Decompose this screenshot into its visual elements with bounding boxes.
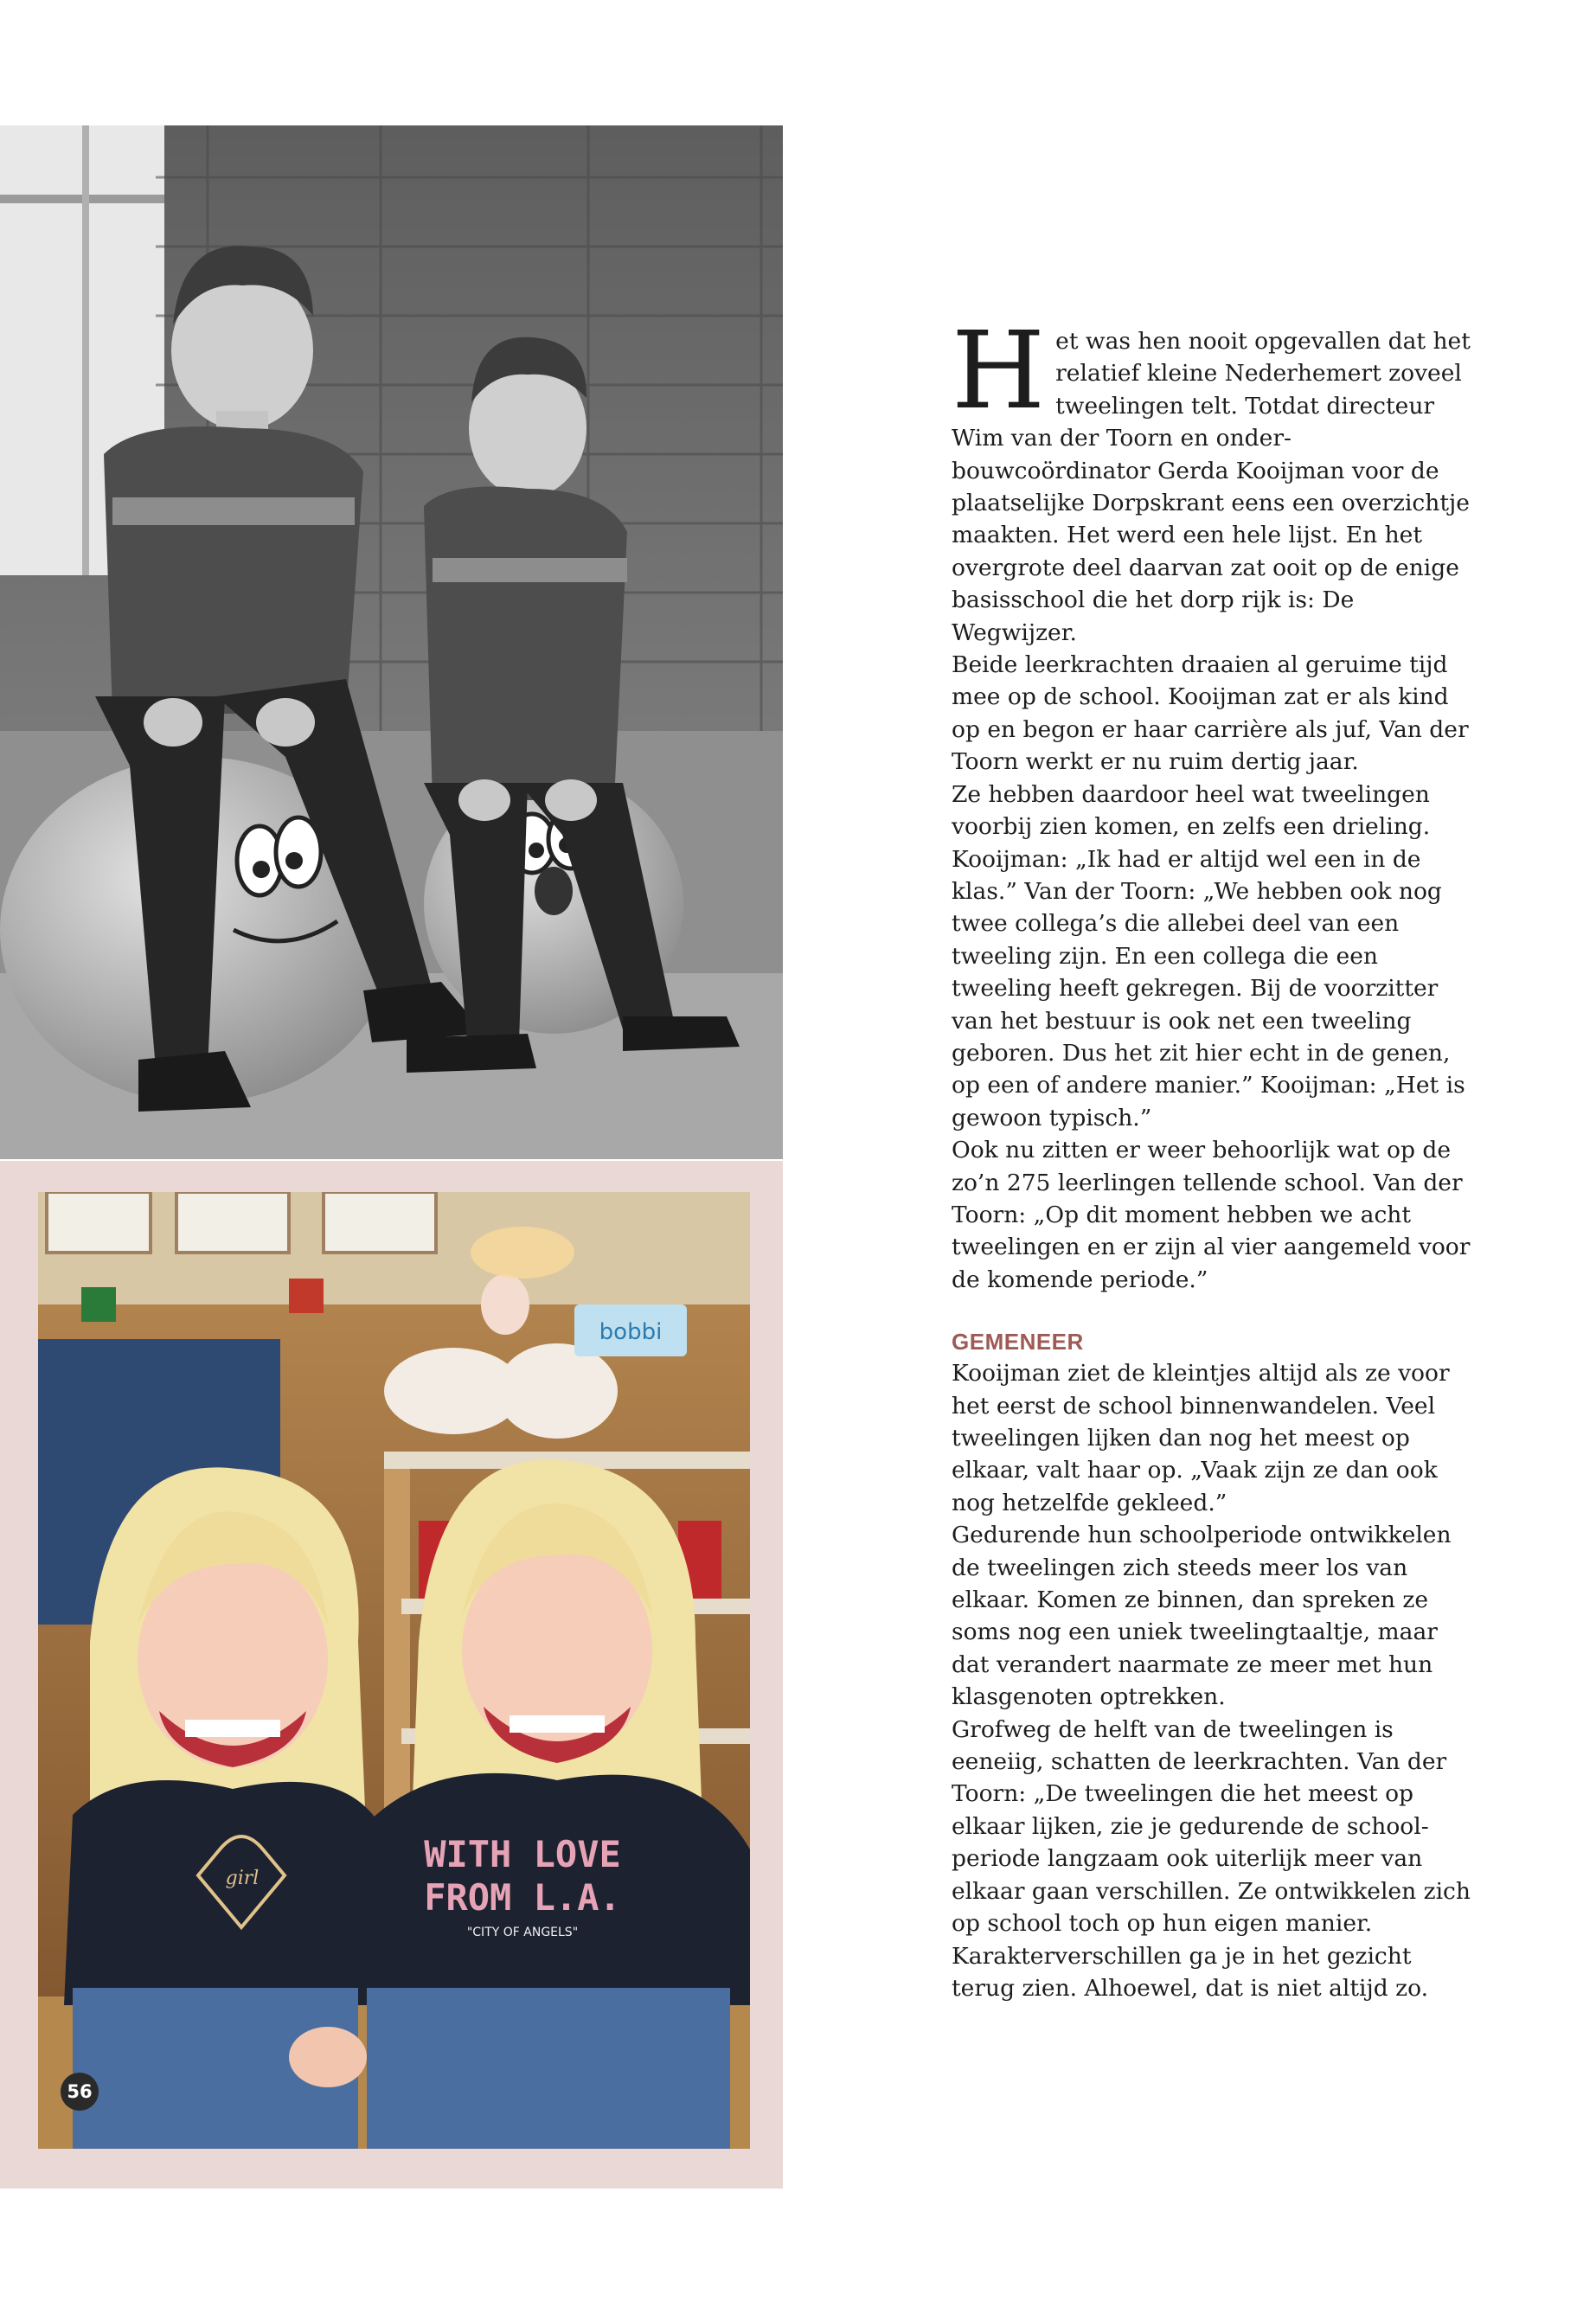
twin-boys-photo-icon (0, 125, 783, 1159)
twin-boys-photo (0, 125, 783, 1159)
sweatshirt-line-3: "CITY OF ANGELS" (466, 1926, 579, 1939)
twin-girls-photo (38, 1192, 750, 2149)
article-paragraph: Kooijman ziet de kleintjes altijd als ze voor het eerst de school binnenwandelen. Veel tweelingen lijken dan nog het meest op elkaar, valt haar op. „Vaak zijn ze dan ook nog hetzelfde gekleed.” (952, 1360, 1450, 1516)
article-paragraph: Gedurende hun schoolperiode ontwikkelen de tweelingen zich steeds meer los van elkaar. Komen ze binnen, dan spreken ze soms nog een uniek tweelingtaaltje, maar dat verandert naarmate ze meer met hun klasgenoten optrekken. (952, 1522, 1452, 1711)
article-paragraph: et was hen nooit opgevallen dat het relatief kleine Nederhemert zoveel tweelingen telt. Totdat directeur Wim van der Toorn en onderbouwcoördinator Gerda Kooijman voor de plaatselijke Dorpskrant eens een overzichtje maakten. Het werd een hele lijst. En het overgrote deel daarvan zat ooit op de enige basisschool die het dorp rijk is: De Wegwijzer. (952, 328, 1471, 646)
sweatshirt-line-2: FROM L.A. (424, 1876, 621, 1919)
toy-box-label: bobbi (599, 1319, 663, 1345)
sweatshirt-line-1: WITH LOVE (424, 1833, 621, 1875)
drop-cap: H (952, 309, 1046, 433)
section-heading: GEMENEER (952, 1329, 1084, 1356)
twin-girls-photo-icon (38, 1192, 750, 2149)
article-paragraph: Ook nu zitten er weer behoorlijk wat op de zo’n 275 leerlingen tellende school. Van der Toorn: „Op dit moment hebben we acht tweelingen en er zijn al vier aangemeld voor de komende periode.” (952, 1137, 1471, 1293)
article-paragraph: Grofweg de helft van de tweelingen is eeneiig, schatten de leerkrachten. Van der Toorn: „De tweelingen die het meest op elkaar lijken, zie je gedurende de schoolperiode langzaam ook uiterlijk meer van elkaar gaan verschillen. Ze ontwikkelen zich op school toch op hun eigen manier. Karakterverschillen ga je in het gezicht terug zien. Alhoewel, dat is niet altijd zo. (952, 1715, 1471, 2002)
article-body (952, 309, 1471, 2004)
page-number: 56 (61, 2073, 99, 2111)
article-paragraph: Beide leerkrachten draaien al geruime tijd mee op de school. Kooijman zat er als kind op en begon er haar carrière als juf, Van der Toorn werkt er nu ruim dertig jaar. (952, 651, 1469, 776)
sweatshirt-badge-text: girl (225, 1868, 260, 1889)
article-paragraph: Ze hebben daardoor heel wat tweelingen voorbij zien komen, en zelfs een drieling. Kooijman: „Ik had er altijd wel een in de klas.” Van der Toorn: „We hebben ook nog twee collega’s die allebei deel van een tweeling zijn. En een collega die een tweeling heeft gekregen. Bij de voorzitter van het bestuur is ook net een tweeling geboren. Dus het zit hier echt in de genen, op een of andere manier.” Kooijman: „Het is gewoon typisch.” (952, 780, 1465, 1131)
